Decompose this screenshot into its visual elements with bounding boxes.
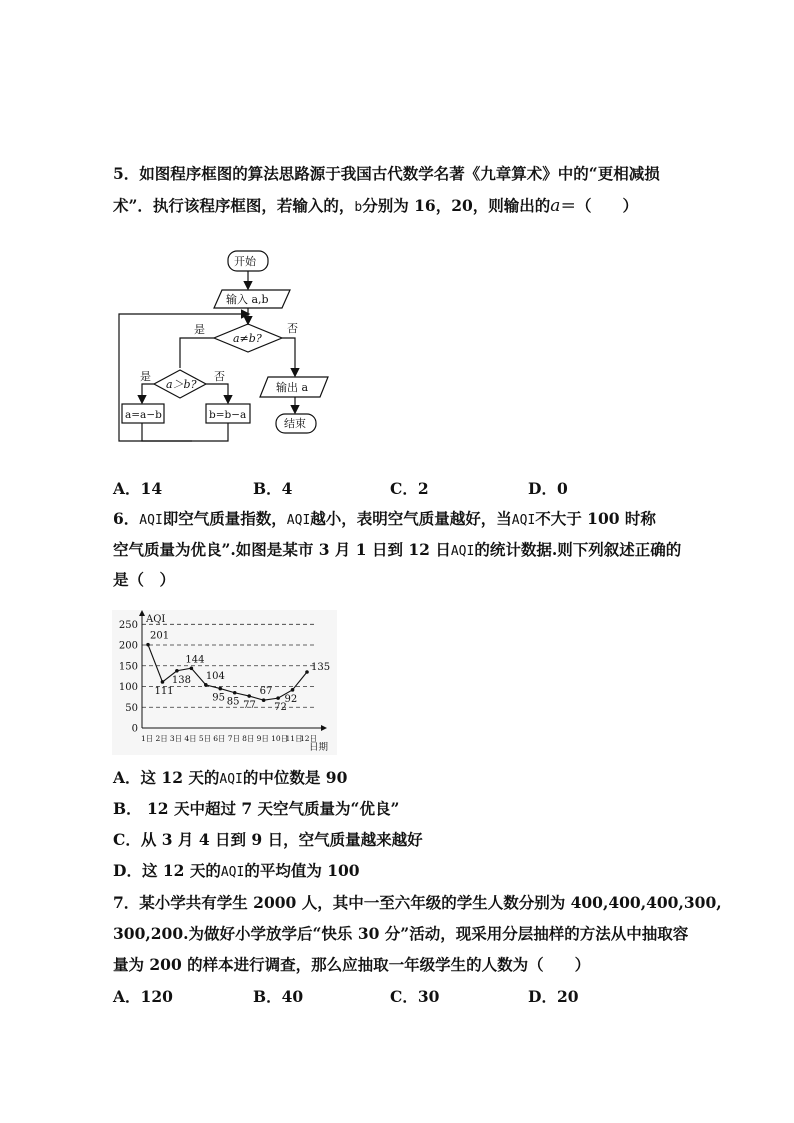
var-a: a	[550, 196, 561, 216]
x-tick-label: 2日	[155, 734, 168, 743]
data-point	[247, 694, 251, 698]
q5-line2	[113, 195, 638, 219]
x-tick-label: 7日	[227, 734, 241, 743]
q6-line1: 6．AQI即空气质量指数，AQI越小，表明空气质量越好，当AQI不大于 100 时称	[113, 509, 656, 528]
x-tick-label: 6日	[213, 734, 226, 743]
data-point	[233, 691, 237, 695]
q7-option-c: C．30	[390, 987, 440, 1006]
x-tick-label: 11日	[285, 734, 303, 743]
q6-option-c: C．从 3 月 4 日到 9 日，空气质量越来越好	[113, 830, 423, 849]
q7-option-a: A．120	[113, 987, 173, 1006]
data-label: 111	[154, 685, 174, 697]
x-tick-label: 4日	[184, 734, 197, 743]
q6-option-d: D．这 12 天的AQI的平均值为 100	[113, 861, 360, 880]
cond1-label: a≠b?	[233, 332, 262, 345]
q5-option-a: A．14	[113, 479, 163, 498]
q5-line2-a: 术”．执行该程序框图，若输入的，	[113, 196, 355, 215]
data-label: 77	[243, 700, 256, 712]
data-point	[262, 698, 266, 702]
data-label: 104	[205, 670, 225, 682]
data-point	[190, 666, 194, 670]
x-axis-label: 日期	[309, 742, 329, 753]
y-tick-label: 250	[118, 619, 138, 631]
data-point	[218, 687, 222, 691]
y-axis-label: AQI	[146, 614, 166, 625]
assign-b-label: b=b−a	[209, 409, 247, 421]
data-point	[161, 680, 165, 684]
q6-line2: 空气质量为优良”.如图是某市 3 月 1 日到 12 日AQI的统计数据.则下列叙述正确的	[113, 540, 682, 559]
data-point	[146, 643, 150, 647]
y-tick-label: 150	[118, 661, 138, 673]
q5-option-b: B．4	[253, 479, 293, 498]
q6-option-b: B． 12 天中超过 7 天空气质量为“优良”	[113, 799, 400, 818]
data-label: 144	[185, 654, 205, 666]
x-tick-label: 3日	[169, 734, 183, 743]
yes1-label: 是	[194, 323, 205, 336]
x-tick-label: 10日	[271, 734, 289, 743]
data-label: 201	[150, 630, 170, 642]
q7-option-d: D．20	[528, 987, 579, 1006]
q5-option-c: C．2	[390, 479, 429, 498]
data-label: 92	[284, 693, 298, 705]
y-tick-label: 100	[118, 682, 138, 694]
data-label: 95	[212, 692, 226, 704]
y-tick-label: 0	[131, 723, 138, 735]
data-label: 135	[311, 662, 331, 673]
input-label: 输入 a,b	[226, 293, 269, 306]
y-tick-label: 50	[125, 702, 138, 714]
q5-line1: 5．如图程序框图的算法思路源于我国古代数学名著《九章算术》中的“更相减损	[113, 164, 660, 183]
no1-label: 否	[287, 322, 298, 335]
x-tick-label: 1日	[141, 734, 154, 743]
q5-option-d: D．0	[528, 479, 568, 498]
data-point	[175, 669, 179, 673]
aqi-chart	[112, 610, 337, 755]
data-label: 138	[171, 674, 192, 686]
x-tick-label: 8日	[242, 734, 255, 743]
data-point	[204, 683, 208, 687]
cond2-label: a＞b?	[166, 378, 197, 391]
data-point	[305, 670, 309, 674]
x-tick-label: 9日	[256, 734, 269, 743]
q7-option-b: B．40	[253, 987, 304, 1006]
var-b: b	[354, 200, 363, 215]
x-tick-label: 12日	[300, 734, 318, 743]
q6-option-a: A．这 12 天的AQI的中位数是 90	[113, 768, 348, 787]
yes2-label: 是	[140, 370, 151, 383]
start-label: 开始	[234, 255, 256, 268]
data-label: 85	[226, 696, 240, 708]
q7-line2: 300,200.为做好小学放学后“快乐 30 分”活动，现采用分层抽样的方法从中抽取容	[113, 924, 689, 943]
q7-line1: 7．某小学共有学生 2000 人，其中一至六年级的学生人数分别为 400,400,400,300,	[113, 893, 722, 912]
no2-label: 否	[214, 370, 225, 383]
data-label: 67	[259, 686, 273, 698]
assign-a-label: a=a−b	[125, 409, 162, 421]
q7-line3: 量为 200 的样本进行调查，那么应抽取一年级学生的人数为（ ）	[113, 955, 591, 974]
q5-line2-e: ＝（ ）	[560, 196, 638, 215]
x-tick-label: 5日	[198, 734, 212, 743]
flowchart	[110, 244, 350, 454]
q5-line2-c: 分别为 16，20，则输出的	[362, 196, 551, 215]
data-point	[291, 688, 295, 692]
output-label: 输出 a	[276, 381, 309, 394]
data-label: 72	[274, 702, 287, 714]
end-label: 结束	[284, 417, 306, 430]
q6-line3: 是（ ）	[113, 570, 176, 589]
y-tick-label: 200	[118, 640, 138, 652]
data-point	[276, 696, 280, 700]
